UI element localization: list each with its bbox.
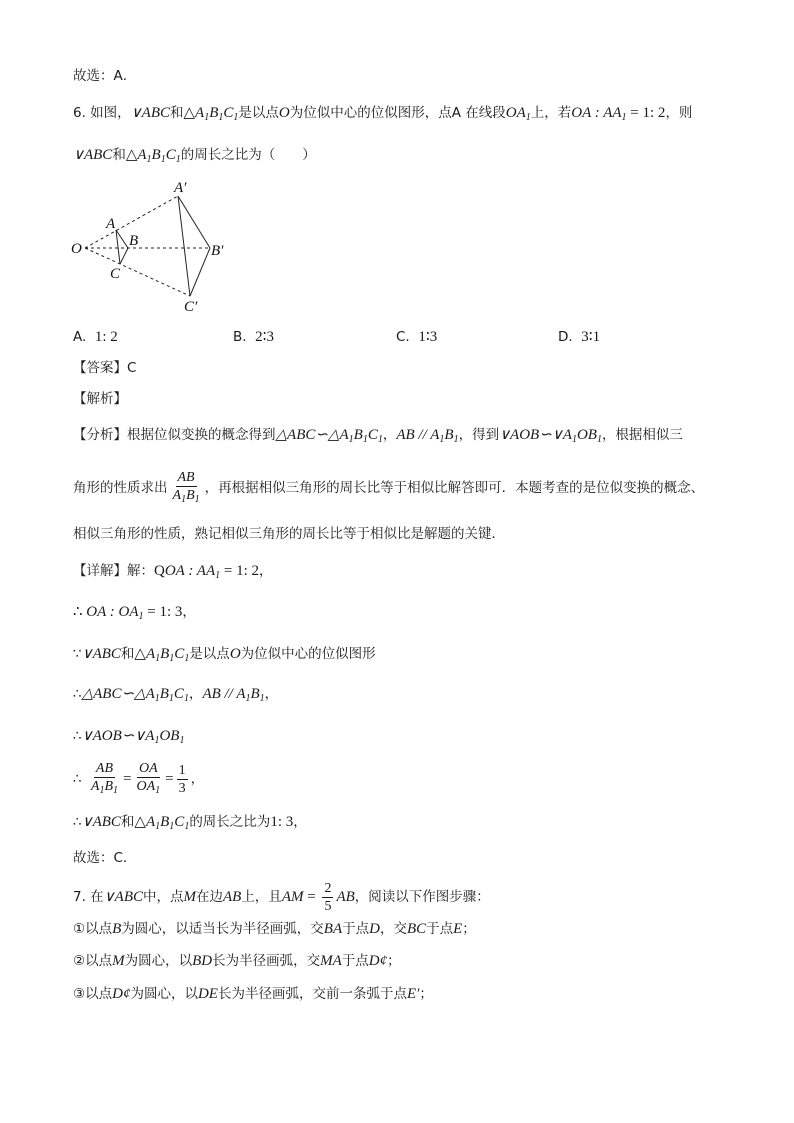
math: ∨ABC <box>81 646 121 662</box>
math: OA : $OA_1$ <box>86 604 144 622</box>
math: BA <box>323 921 343 937</box>
math: M <box>112 953 125 969</box>
detail-line-5 <box>73 726 184 751</box>
text: ， <box>382 427 397 443</box>
math: OA : AA <box>571 105 622 121</box>
text: ，得到 <box>458 427 500 443</box>
math: E′ <box>406 986 420 1002</box>
math: OB <box>159 728 180 744</box>
text: 的周长之比为（ ） <box>180 147 316 163</box>
detail-line-7 <box>73 812 307 837</box>
therefore-symbol: ∴ <box>73 728 82 744</box>
option-value: 3∶1 <box>581 329 601 345</box>
text: 长为半径画弧，交 <box>212 953 321 969</box>
math: AB <box>336 889 355 905</box>
text: 根据位似变换的概念得到 <box>127 427 276 443</box>
text: ， <box>188 686 203 702</box>
detail-line-6 <box>73 757 204 801</box>
therefore-symbol: ∴ <box>73 686 82 702</box>
text: 相似三角形的性质，熟记相似三角形的周长比等于相似比是解题的关键． <box>73 526 505 542</box>
math: M <box>183 889 196 905</box>
math: $A_1B_1C_1$ <box>145 814 190 832</box>
edge-a1b1 <box>178 196 210 248</box>
option-letter: D. <box>558 329 573 345</box>
math: △ <box>125 147 138 163</box>
math: AB // $A_1B_1$ <box>396 427 459 445</box>
text: 和 <box>120 814 135 830</box>
math: D¢ <box>112 986 131 1002</box>
math: ∨ABC <box>103 889 143 905</box>
text: 和 <box>120 646 135 662</box>
math: ∨ABC <box>73 147 113 163</box>
math: E <box>453 921 463 937</box>
math: $\vee AOB∽\vee A_1OB_1$ <box>81 728 185 746</box>
text: ，再根据相似三角形的周长比等于相似比解答即可．本题考查的是位似变换的概念、 <box>204 480 705 496</box>
text: 和 <box>169 105 184 121</box>
text: 角形的性质求出 <box>73 480 168 496</box>
math: △ABC∽△ <box>275 427 340 443</box>
because-symbol: Q <box>154 563 165 579</box>
label-b: B <box>129 233 139 249</box>
homothety-figure <box>68 178 238 316</box>
text: ， <box>182 604 196 620</box>
math: D¢ <box>368 953 388 969</box>
option-letter: C. <box>396 329 410 345</box>
option-value: 1: 2 <box>94 329 118 345</box>
math: 1: 3 <box>270 814 294 830</box>
math: O <box>278 105 290 121</box>
math: BD <box>192 953 213 969</box>
option-b <box>233 327 274 347</box>
detail-line-1 <box>73 561 273 586</box>
question-number: 7. 在 <box>73 889 104 905</box>
edge-a1c1 <box>178 196 190 296</box>
option-value: 2∶3 <box>255 329 275 345</box>
text: ，阅读以下作图步骤： <box>354 889 490 905</box>
math: = 1: 2 <box>220 563 260 579</box>
equals: = <box>303 889 320 905</box>
fraction-ab-a1b1: $\frac{AB}{A_1B_1}$ <box>172 469 200 505</box>
equals: = <box>165 771 174 787</box>
math: $A_1B_1C_1$ <box>195 105 239 123</box>
text: 解： <box>127 563 154 579</box>
math: OB <box>576 427 597 443</box>
option-a <box>73 327 118 347</box>
math: ∨AOB∽∨A <box>499 427 572 443</box>
math: OA : OA <box>86 604 139 620</box>
therefore-symbol: ∴ <box>73 604 87 620</box>
math: OA <box>505 105 526 121</box>
fraction-one-third <box>177 762 188 797</box>
text: 故选：C． <box>73 850 137 866</box>
text: ②以点 <box>73 953 113 969</box>
math: = 1: 3 <box>143 604 183 620</box>
detail-line-3 <box>73 644 376 669</box>
option-c <box>396 327 437 347</box>
text: 为位似中心的位似图形 <box>240 646 376 662</box>
text: ， <box>293 814 307 830</box>
math: AB // A <box>202 686 246 702</box>
analysis-tag: 【解析】 <box>73 391 127 407</box>
math: = 1: 2 <box>626 105 666 121</box>
math: D <box>369 921 380 937</box>
edge-b1c1 <box>190 248 210 296</box>
question-6-line-2 <box>73 145 316 170</box>
math: △ <box>134 814 146 830</box>
label-a-prime: A′ <box>174 180 187 196</box>
text: 于点 <box>342 921 370 937</box>
step-1 <box>73 919 476 939</box>
label-b-prime: B′ <box>211 243 224 259</box>
math: ∨ABC <box>81 814 121 830</box>
fraction-two-fifths <box>322 880 333 915</box>
text: ③以点 <box>73 986 113 1002</box>
math: AM <box>281 889 304 905</box>
text: ， <box>259 563 273 579</box>
text: 上，且 <box>241 889 282 905</box>
answer-value: C <box>127 360 137 376</box>
text: ， <box>190 771 205 787</box>
text: 于点 <box>341 953 369 969</box>
math: $\triangle ABC∽\triangle A_1B_1C_1$ <box>275 427 383 445</box>
math: OA : $AA_1$ <box>571 105 627 123</box>
math: $\triangle ABC∽\triangle A_1B_1C_1$ <box>81 686 189 704</box>
text: 中，点 <box>142 889 184 905</box>
text: ，交 <box>379 921 407 937</box>
text: 是以点 <box>238 105 279 121</box>
text: 长为半径画弧，交前一条弧于点 <box>217 986 407 1002</box>
therefore-symbol: ∴ <box>73 814 82 830</box>
text: 为圆心，以适当长为半径画弧，交 <box>121 921 324 937</box>
math: $A_1B_1C_1$ <box>145 646 190 664</box>
text: 为位似中心的位似图形，点A 在线段 <box>289 105 506 121</box>
text: ； <box>387 953 401 969</box>
fenxi-tag: 【分析】 <box>73 427 127 443</box>
option-value: 1∶3 <box>418 329 438 345</box>
text: 在边 <box>195 889 223 905</box>
question-7-line-1 <box>73 876 490 918</box>
text: 和 <box>112 147 126 163</box>
text: 故选：A． <box>73 68 137 84</box>
detail-line-2 <box>73 602 196 627</box>
text: 上，若 <box>530 105 572 121</box>
question-number: 6. 如图， <box>73 105 131 121</box>
text: ①以点 <box>73 921 113 937</box>
analysis-heading <box>73 389 127 409</box>
math: $OA_1$ <box>505 105 531 123</box>
math: $\vee AOB∽\vee A_1OB_1$ <box>499 427 602 445</box>
text: ， <box>264 686 279 702</box>
text: ，根据相似三 <box>601 427 683 443</box>
math: ∨AOB∽∨A <box>81 728 155 744</box>
math: DE <box>197 986 218 1002</box>
ray-o-c1 <box>85 248 190 296</box>
math: AB // A <box>396 427 440 443</box>
text: ； <box>419 986 433 1002</box>
option-letter: B. <box>233 329 247 345</box>
math: OA : AA <box>164 563 216 579</box>
text: 的周长之比为 <box>189 814 271 830</box>
equals: = <box>123 771 132 787</box>
text: 为圆心，以 <box>130 986 198 1002</box>
option-letter: A. <box>73 329 87 345</box>
edge-bc <box>120 248 128 264</box>
fenxi-line-1 <box>73 425 683 450</box>
answer-line <box>73 358 136 378</box>
math: △ <box>183 105 196 121</box>
fenxi-line-2 <box>73 466 704 510</box>
math: BC <box>406 921 427 937</box>
numerator: 2 <box>324 880 332 896</box>
fraction-oa-oa1: $\frac{OA}{OA_1}$ <box>136 760 161 796</box>
math: △ <box>134 646 146 662</box>
text: 是以点 <box>189 646 230 662</box>
text: 为圆心，以 <box>124 953 193 969</box>
math: MA <box>320 953 342 969</box>
math: △ABC∽△ <box>81 686 146 702</box>
text: ，则 <box>665 105 693 121</box>
detail-tag: 【详解】 <box>73 563 127 579</box>
question-6-line-1 <box>73 103 692 128</box>
label-o: O <box>71 241 82 257</box>
text: ； <box>462 921 476 937</box>
step-2 <box>73 951 401 971</box>
because-symbol: ∵ <box>73 646 82 662</box>
denominator: 5 <box>324 898 332 914</box>
option-d <box>558 327 600 347</box>
math: AB <box>222 889 242 905</box>
math: O <box>229 646 241 662</box>
label-c: C <box>110 266 121 282</box>
math: B <box>112 921 122 937</box>
answer-tag: 【答案】 <box>73 360 127 376</box>
previous-answer-line <box>73 66 136 86</box>
therefore-symbol: ∴ <box>73 771 82 787</box>
math: OA : $AA_1$ <box>164 563 221 581</box>
detail-line-4 <box>73 684 278 709</box>
step-3 <box>73 984 433 1004</box>
final-answer-line <box>73 848 136 868</box>
fraction-ab-a1b1: $\frac{AB}{A_1B_1}$ <box>90 760 119 796</box>
label-a: A <box>106 216 116 232</box>
fenxi-line-3 <box>73 524 505 544</box>
denominator: 3 <box>178 780 186 796</box>
label-c-prime: C′ <box>184 299 198 315</box>
numerator: 1 <box>178 762 186 778</box>
math: ∨ABC <box>130 105 170 121</box>
text: 于点 <box>426 921 454 937</box>
math: AB // $A_1B_1$ <box>202 686 265 704</box>
math: $A_1B_1C_1$ <box>137 147 181 165</box>
